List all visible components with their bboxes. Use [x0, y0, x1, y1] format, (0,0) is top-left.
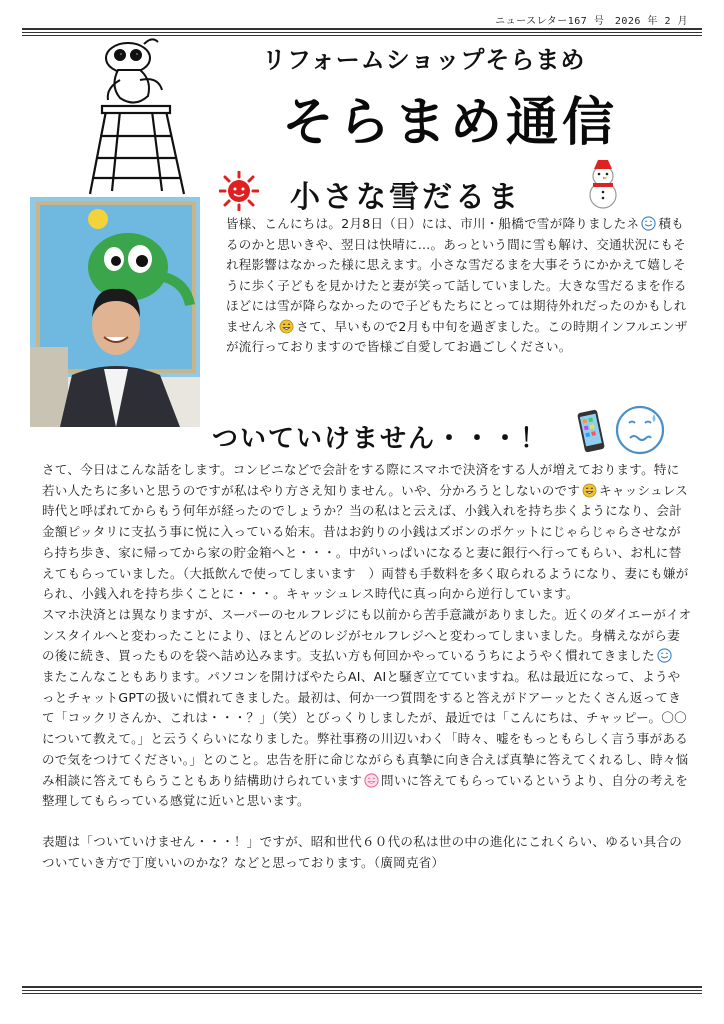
section2-paragraph-4: 表題は「ついていけません・・・！」ですが、昭和世代６０代の私は世の中の進化にこれくらい、ゆるい具合のついていき方で丁度いいのかな？などと思っております。（廣岡克省）	[42, 833, 683, 870]
grin-icon	[279, 319, 294, 334]
grin-icon	[364, 773, 379, 788]
section2-text-c: スマホ決済とは異なりますが、スーパーのセルフレジにも以前から苦手意識がありました。近くのダイエーがイオンスタイルへと変わったことにより、ほとんどのレジがセルフレジへと変わってしまいました。身構えながら妻の後に続き、買ったものを袋へ詰め込みます。支払い方も何回かやっているうちにようやく慣れてきました	[42, 606, 692, 664]
section1-paragraph	[226, 214, 696, 358]
top-rule	[22, 28, 702, 36]
sun-icon	[219, 171, 259, 211]
worried-face-icon	[614, 404, 666, 456]
bottom-rule	[22, 986, 702, 994]
section2-title: ついていけません・・・！	[212, 424, 549, 454]
mascot-on-ladder-illustration	[80, 36, 190, 196]
issue-line: ニュースレター167 号 2026 年 2 月	[495, 16, 688, 27]
smartphone-icon	[576, 408, 606, 454]
section1-title: 小さな雪だるま	[290, 180, 521, 215]
section2-paragraph-3	[42, 667, 692, 812]
section2-text-d: またこんなこともあります。パソコンを開けばやたらAI、AIと騒ぎ立てていますね。私は最近になって、ようやっとチャットGPTの扱いに慣れてきました。最初は、何か一つ質問をすると答えがドアーッとたくさん返ってきて「コックリさんか、これは・・・？」（笑）とびっくりしましたが、最近では「こんにちは、チャッピー。〇〇について教えて。」と云うくらいになりました。弊社事務の川辺いわく「時々、嘘をもっともらしく言う事があるので気をつけてください。」とのこと。忠告を肝に命じながらも真摯に向き合えば真摯に答えてくれるし、時々悩み相談に答えてもらうこともあり結構助けられています	[42, 669, 689, 788]
grin-icon	[582, 483, 597, 498]
smile-icon	[641, 216, 656, 231]
shop-name: リフォームショップそらまめ	[262, 46, 586, 74]
section2-paragraph-2	[42, 605, 692, 667]
section1-text-a: 皆様、こんにちは。2月8日（日）には、市川・船橋で雪が降りましたネ	[226, 216, 640, 231]
smile-icon	[657, 648, 672, 663]
staff-photo	[30, 197, 200, 427]
section2-text-b: キャッシュレス時代と呼ばれてからもう何年が経ったのでしょうか？当の私はと云えば、小銭入れを持ち歩くようになり、会計金額ピッタリに支払う事に悦に入っている始末。昔はお釣りの小銭はズボンのポケットにじゃらじゃらさせながら持ち歩き、家に帰ってから家の貯金箱へと・・・。中がいっぱいになると妻に銀行へ行ってもらい、お札に替えてもらっていました。（大抵飲んで使ってしまいます ）両替も手数料を多く取られるようになり、妻にも嫌がられ、小銭入れを持ち歩くことに・・・。キャッシュレス時代に真っ向から逆行しています。	[42, 482, 689, 602]
section1-text-c: さて、早いもので2月も中旬を過ぎました。この時期インフルエンザが流行っておりますので皆様ご自愛してお過ごしください。	[226, 318, 688, 354]
snowman-icon	[582, 160, 624, 210]
newsletter-title: そらまめ通信	[282, 93, 619, 153]
section2-paragraph-1	[42, 460, 692, 605]
section2-text-e: 問いに答えてもらっているというより、自分の考えを整理してもらっている感覚に近いと思います。	[42, 772, 689, 809]
section1-text-b: 積もるのかと思いきや、翌日は快晴に…。あっという間に雪も解け、交通状況にもそれ程影響はなかった様に思えます。小さな雪だるまを大事そうにかかえて嬉しそうに歩く子どもを見かけたと妻が笑って話していました。大きな雪だるまを作るほどには雪が降らなかったので子どもたちにとっては期待外れだったのかもしれませんネ	[226, 216, 687, 334]
section2-text-a: さて、今日はこんな話をします。コンビニなどで会計をする際にスマホで決済をする人が増えております。特に若い人たちに多いと思うのですが私はやり方さえ知りません。いや、分かろうとしないのです	[42, 462, 680, 498]
section2-body	[42, 460, 692, 873]
